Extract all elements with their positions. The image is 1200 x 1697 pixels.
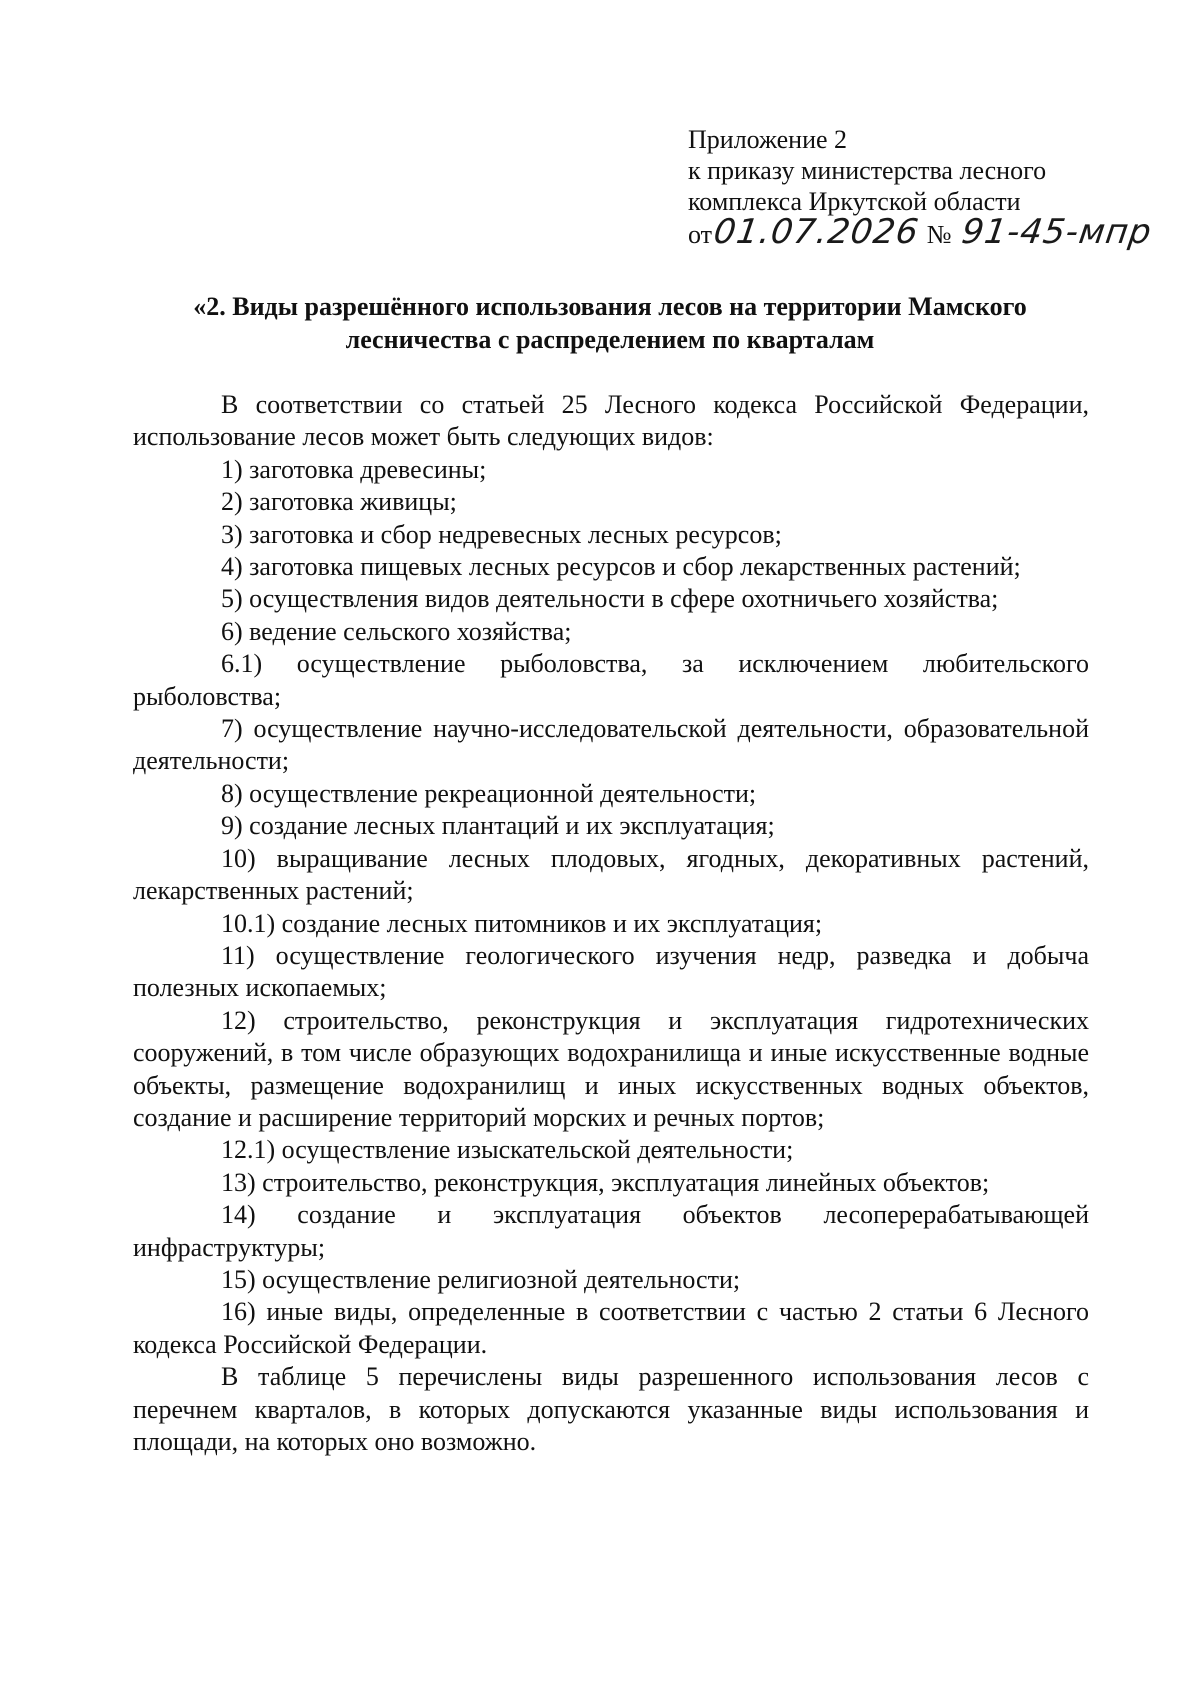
appendix-date-number-line [688, 212, 1168, 252]
appendix-title: Приложение 2 [688, 125, 848, 154]
handwritten-date: 01.07.2026 [711, 212, 922, 252]
list-item: 10) выращивание лесных плодовых, ягодных, декоративных растений, лекарственных растений; [133, 843, 1089, 906]
list-item: 3) заготовка и сбор недревесных лесных ресурсов; [221, 519, 782, 549]
list-item: 9) создание лесных плантаций и их эксплуатация; [221, 811, 775, 841]
list-item: 5) осуществления видов деятельности в сфере охотничьего хозяйства; [221, 584, 999, 614]
list-item: 8) осуществление рекреационной деятельности; [221, 778, 757, 808]
closing-paragraph: В таблице 5 перечислены виды разрешенного использования лесов с перечнем кварталов, в которых допускаются указанные виды использования и площади, на которых оно возможно. [133, 1362, 1089, 1456]
appendix-header [688, 124, 1168, 250]
list-item: 10.1) создание лесных питомников и их эксплуатация; [221, 908, 823, 938]
list-item: 11) осуществление геологического изучения недр, разведка и добыча полезных ископаемых; [133, 940, 1089, 1003]
list-item: 13) строительство, реконструкция, эксплуатация линейных объектов; [221, 1167, 990, 1197]
list-item: 4) заготовка пищевых лесных ресурсов и сбор лекарственных растений; [221, 552, 1021, 582]
list-item: 6) ведение сельского хозяйства; [221, 616, 572, 646]
intro-paragraph: В соответствии со статьей 25 Лесного кодекса Российской Федерации, использование лесов может быть следующих видов: [133, 390, 1089, 452]
list-item: 16) иные виды, определенные в соответствии с частью 2 статьи 6 Лесного кодекса Российской Федерации. [133, 1297, 1089, 1359]
list-item: 14) создание и эксплуатация объектов лесоперерабатывающей инфраструктуры; [133, 1200, 1089, 1262]
list-item: 15) осуществление религиозной деятельности; [221, 1264, 741, 1294]
list-item: 6.1) осуществление рыболовства, за исключением любительского рыболовства; [133, 649, 1089, 711]
list-item: 7) осуществление научно-исследовательской деятельности, образовательной деятельности; [133, 714, 1089, 776]
section-title: «2. Виды разрешённого использования лесов на территории Мамского лесничества с распределением по кварталам [193, 292, 1027, 354]
appendix-ministry-line: комплекса Иркутской области [688, 187, 1021, 216]
number-label: № [926, 220, 952, 249]
appendix-order-line: к приказу министерства лесного [688, 156, 1047, 185]
from-prefix: от [688, 220, 713, 249]
handwritten-number: 91-45-мпр [958, 212, 1154, 252]
list-item: 12.1) осуществление изыскательской деятельности; [221, 1135, 794, 1165]
list-item: 12) строительство, реконструкция и эксплуатация гидротехнических сооружений, в том числе образующих водохранилища и иные искусственные водные объекты, размещение водохранилищ и иных искусственных водных объектов, создание и расширение территорий морских и речных портов; [133, 1005, 1089, 1132]
list-item: 1) заготовка древесины; [221, 454, 487, 484]
list-item: 2) заготовка живицы; [221, 487, 457, 517]
document-body [133, 389, 1089, 1458]
